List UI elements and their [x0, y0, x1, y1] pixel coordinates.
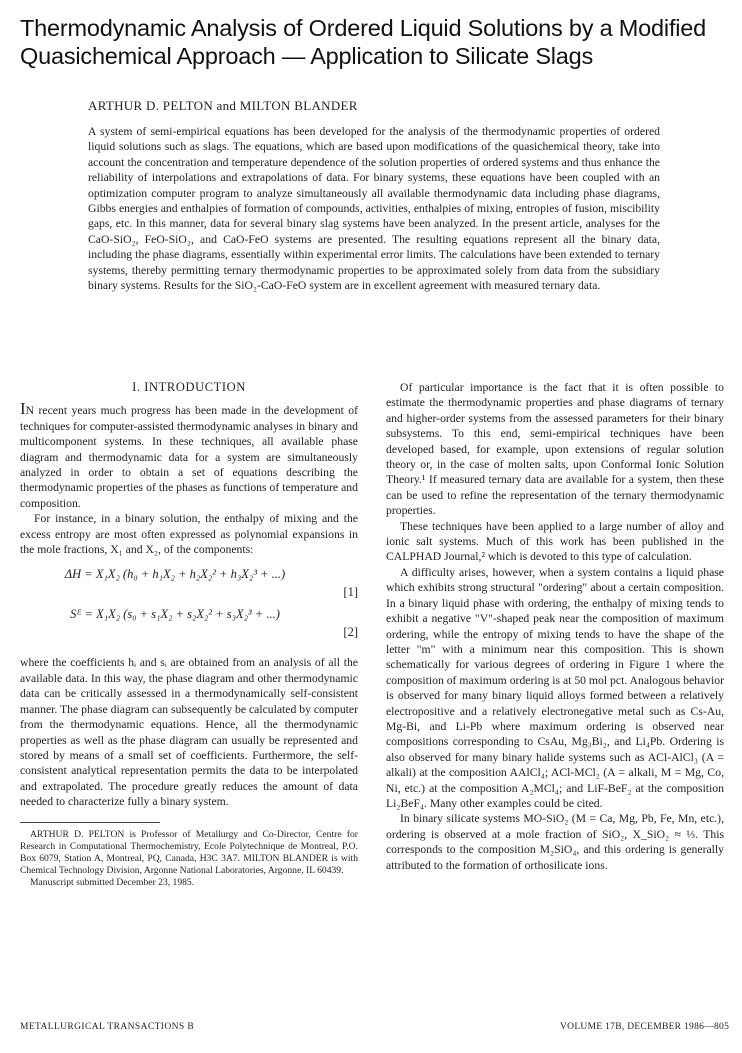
equation-2-number: [2] [343, 625, 358, 640]
left-column [20, 380, 358, 890]
article-authors: ARTHUR D. PELTON and MILTON BLANDER [88, 98, 358, 113]
intro-paragraph-3: where the coefficients hᵢ and sᵢ are obtained from an analysis of all the available data. In this way, the phase diagram and other thermodynamic data can be critically assessed in a thermodynamically self-consistent manner. The phase diagram can subsequently be calculated by computer from the thermodynamic equations. Hence, all the thermodynamic properties as well as the phase diagram can usually be represented and stored by means of a small set of coefficients. Furthermore, the self-consistent analytical representation permits the data to be interpolated and extrapolated. The procedure greatly reduces the amount of data needed to characterize fully a binary system. [20, 656, 358, 809]
footnote-divider [20, 822, 160, 823]
right-column [386, 380, 724, 873]
right-paragraph-1: Of particular importance is the fact that it is often possible to estimate the thermodynamic properties and phase diagrams of ternary and higher-order systems from the assessed parameters for their binary subsystems. To this end, semi-empirical techniques have been developed based, for example, upon extensions of regular solution theory or, in the case of molten salts, upon Conformal Ionic Solution Theory.¹ If measured ternary data are available for a system, then these can be used to refine the representation of the ternary thermodynamic properties. [386, 381, 724, 518]
volume-footer: VOLUME 17B, DECEMBER 1986—805 [560, 1022, 730, 1032]
author-footnote: ARTHUR D. PELTON is Professor of Metallurgy and Co-Director, Centre for Research in Computational Thermochemistry, Ecole Polytechnique de Montreal, P.O. Box 6079, Station A, Montreal, PQ, Canada, H3C 3A7. MILTON BLANDER is with Chemical Technology Division, Argonne National Laboratories, Argonne, IL 60439. [20, 828, 358, 877]
equation-1 [20, 565, 358, 605]
equation-2 [20, 605, 358, 645]
journal-footer: METALLURGICAL TRANSACTIONS B [20, 1022, 195, 1032]
equation-1-number: [1] [343, 585, 358, 600]
equation-1-body: ΔH = X₁X₂ (h₀ + h₁X₂ + h₂X₂² + h₃X₂³ + ...) [64, 567, 286, 582]
intro-paragraph-1-text: N recent years much progress has been made in the development of techniques for computer-assisted thermodynamic analyses in binary and multicomponent systems. In these techniques, all available phase diagram and thermodynamic data for a system are simultaneously analyzed in order to obtain a set of equations describing the thermodynamic properties of the phases as functions of temperature and composition. [20, 404, 358, 510]
drop-cap: I [20, 399, 26, 419]
right-paragraph-3: A difficulty arises, however, when a system contains a liquid phase which exhibits strong structural "ordering" about a certain composition. In a binary liquid phase with ordering, the enthalpy of mixing tends to exhibit a negative "V"-shaped peak near the composition of maximum ordering, while the entropy of mixing tends to have the shape of the letter "m" with a minimum near this composition. This is shown schematically for various degrees of ordering in Figure 1 where the composition of maximum ordering is at 50 mol pct. Analogous behavior is observed for many binary liquid alloys formed between a relatively electropositive and a relatively electronegative metal such as Cs-Au, Mg-Bi, and Li-Pb where maximum ordering is observed near compositions corresponding to CsAu, Mg₃Bi₂, and Li₄Pb. Ordering is also observed for many binary halide systems such as ACl-AlCl₃ (A = alkali) at the composition AAlCl₄; ACl-MCl₂ (A = alkali, M = Mg, Co, Ni, etc.) at the composition A₂MCl₄; and LiF-BeF₂ at the composition Li₂BeF₄. Many other examples could be cited. [386, 565, 724, 810]
right-paragraph-4: In binary silicate systems MO-SiO₂ (M = Ca, Mg, Pb, Fe, Mn, etc.), ordering is observed at a mole fraction of SiO₂, X_SiO₂ ≈ ⅓. This corresponds to the composition M₂SiO₄, and this ordering is generally attributed to the formation of orthosilicate ions. [386, 812, 724, 872]
intro-paragraph-2: For instance, in a binary solution, the enthalpy of mixing and the excess entropy are most often expressed as polynomial expansions in the mole fractions, X₁ and X₂, of the components: [20, 512, 358, 557]
section-heading: I. INTRODUCTION [132, 380, 246, 394]
submission-footnote: Manuscript submitted December 23, 1985. [30, 877, 195, 889]
abstract: A system of semi-empirical equations has been developed for the analysis of the thermodynamic properties of ordered liquid solutions such as slags. The equations, which are based upon modifications of the quasichemical theory, take into account the concentration and temperature dependence of the solution properties of ordered systems and thus enhance the reliability of interpolations and extrapolations of data. For binary systems, these equations have been coupled with an optimization computer program to analyze simultaneously all available thermodynamic data including phase diagrams, Gibbs energies and enthalpies of formation of compounds, activities, enthalpies of mixing, entropies of fusion, miscibility gaps, etc. In this manner, data for several binary slag systems have been analyzed. In the present article, analyses for the CaO-SiO₂, FeO-SiO₂, and CaO-FeO systems are presented. The resulting equations represent all the binary data, including the phase diagrams, essentially within experimental error limits. The calculations have been extended to ternary systems, thereby permitting ternary thermodynamic properties to be approximated solely from data from the subsidiary binary systems. Results for the SiO₂-CaO-FeO system are in excellent agreement with measured ternary data. [88, 125, 660, 293]
intro-paragraph-1 [20, 399, 358, 511]
article-title: Thermodynamic Analysis of Ordered Liquid Solutions by a Modified Quasichemical Approach — Application to Silicate Slags [20, 15, 707, 69]
right-paragraph-2: These techniques have been applied to a large number of alloy and ionic salt systems. Much of this work has been published in the CALPHAD Journal,² which is devoted to this type of calculation. [386, 519, 724, 564]
equation-2-body: Sᴱ = X₁X₂ (s₀ + s₁X₂ + s₂X₂² + s₃X₂³ + ...) [70, 607, 280, 622]
